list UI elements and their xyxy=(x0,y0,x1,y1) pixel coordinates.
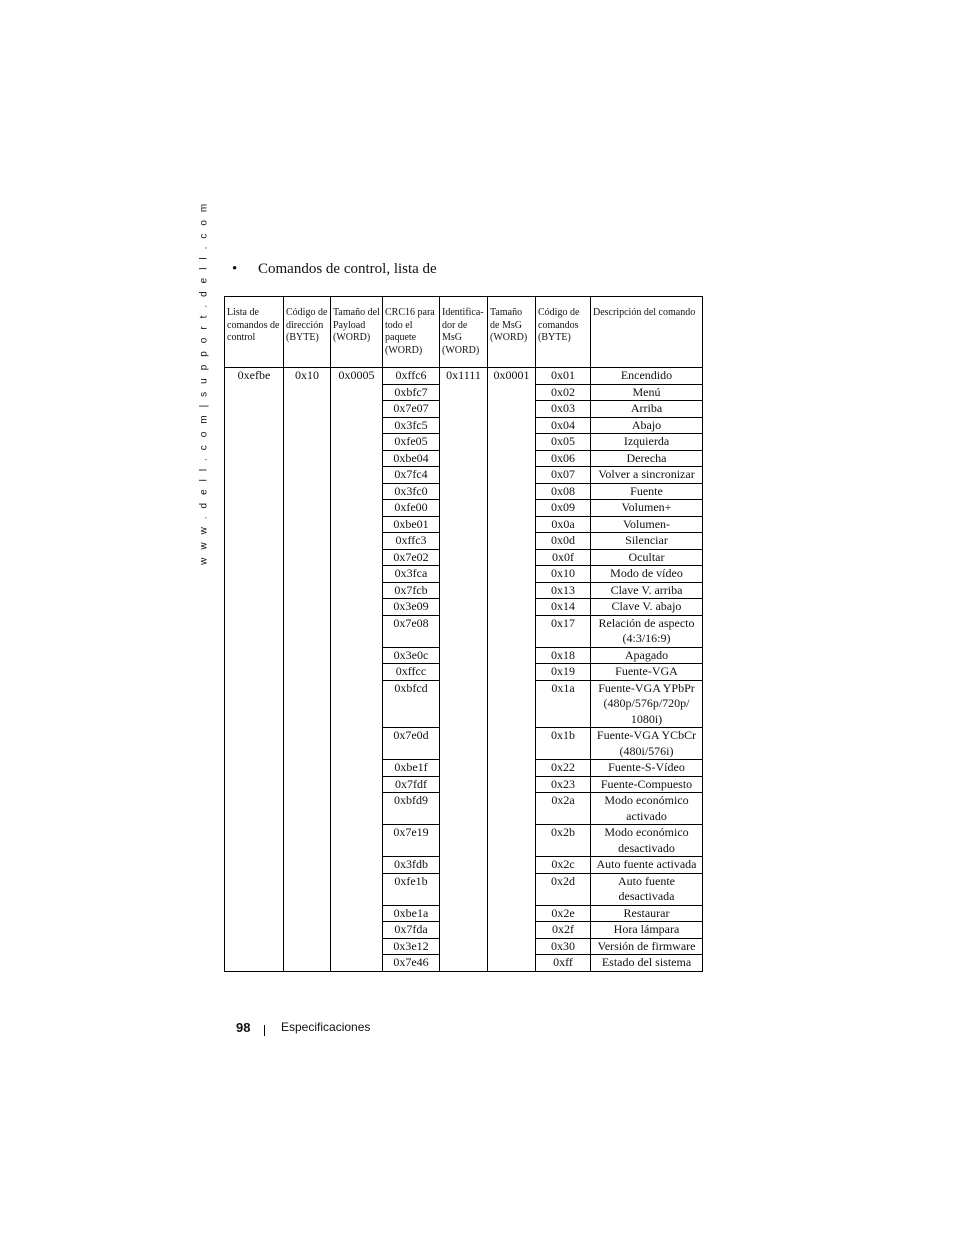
command-code-cell: 0x23 xyxy=(536,776,591,793)
crc-cell: 0xbe1f xyxy=(383,760,440,777)
command-code-cell: 0x2b xyxy=(536,825,591,857)
command-code-cell: 0x10 xyxy=(536,566,591,583)
description-cell: Menú xyxy=(591,384,703,401)
footer-separator xyxy=(264,1025,265,1036)
command-code-cell: 0x30 xyxy=(536,938,591,955)
description-cell: Fuente xyxy=(591,483,703,500)
command-code-cell: 0x2d xyxy=(536,873,591,905)
crc-cell: 0xbe04 xyxy=(383,450,440,467)
header-cell: Tamaño del Payload (WORD) xyxy=(331,297,383,368)
crc-cell: 0xffcc xyxy=(383,664,440,681)
description-cell: Versión de firmware xyxy=(591,938,703,955)
crc-cell: 0xffc3 xyxy=(383,533,440,550)
command-code-cell: 0xff xyxy=(536,955,591,972)
bullet: • xyxy=(232,261,238,277)
crc-cell: 0xbe1a xyxy=(383,905,440,922)
crc-cell: 0xfe05 xyxy=(383,434,440,451)
crc-cell: 0x7e07 xyxy=(383,401,440,418)
command-code-cell: 0x0d xyxy=(536,533,591,550)
section-heading xyxy=(232,261,437,278)
header-cell: Código de dirección (BYTE) xyxy=(284,297,331,368)
description-cell: Abajo xyxy=(591,417,703,434)
description-cell: Estado del sistema xyxy=(591,955,703,972)
crc-cell: 0x7fda xyxy=(383,922,440,939)
header-cell: Lista de comandos de control xyxy=(225,297,284,368)
header-cell: CRC16 para todo el paquete (WORD) xyxy=(383,297,440,368)
crc-cell: 0x7e02 xyxy=(383,549,440,566)
command-code-cell: 0x17 xyxy=(536,615,591,647)
description-cell: Encendido xyxy=(591,368,703,385)
command-code-cell: 0x2a xyxy=(536,793,591,825)
crc-cell: 0x7e0d xyxy=(383,728,440,760)
description-cell: Auto fuente activada xyxy=(591,857,703,874)
description-cell: Modo de vídeo xyxy=(591,566,703,583)
description-cell: Clave V. arriba xyxy=(591,582,703,599)
section-name: Especificaciones xyxy=(281,1020,371,1034)
header-cell: Tamaño de MsG (WORD) xyxy=(488,297,536,368)
msg-id-cell: 0x1111 xyxy=(440,368,488,972)
crc-cell: 0x3e12 xyxy=(383,938,440,955)
crc-cell: 0xbfcd xyxy=(383,680,440,728)
command-code-cell: 0x05 xyxy=(536,434,591,451)
description-cell: Fuente-VGA YPbPr (480p/576p/720p/ 1080i) xyxy=(591,680,703,728)
table-header-row xyxy=(225,297,703,368)
table-row xyxy=(225,368,703,385)
command-code-cell: 0x22 xyxy=(536,760,591,777)
crc-cell: 0x3fca xyxy=(383,566,440,583)
crc-cell: 0x7e46 xyxy=(383,955,440,972)
command-code-cell: 0x1a xyxy=(536,680,591,728)
crc-cell: 0xfe1b xyxy=(383,873,440,905)
description-cell: Derecha xyxy=(591,450,703,467)
crc-cell: 0xfe00 xyxy=(383,500,440,517)
command-code-cell: 0x18 xyxy=(536,647,591,664)
description-cell: Volver a sincronizar xyxy=(591,467,703,484)
description-cell: Restaurar xyxy=(591,905,703,922)
command-code-cell: 0x08 xyxy=(536,483,591,500)
description-cell: Izquierda xyxy=(591,434,703,451)
command-code-cell: 0x07 xyxy=(536,467,591,484)
heading-text: Comandos de control, lista de xyxy=(258,261,437,277)
command-code-cell: 0x06 xyxy=(536,450,591,467)
command-code-cell: 0x14 xyxy=(536,599,591,616)
description-cell: Fuente-Compuesto xyxy=(591,776,703,793)
description-cell: Ocultar xyxy=(591,549,703,566)
description-cell: Volumen- xyxy=(591,516,703,533)
crc-cell: 0x3fdb xyxy=(383,857,440,874)
command-code-cell: 0x2c xyxy=(536,857,591,874)
command-code-cell: 0x2e xyxy=(536,905,591,922)
description-cell: Arriba xyxy=(591,401,703,418)
command-code-cell: 0x03 xyxy=(536,401,591,418)
command-code-cell: 0x0f xyxy=(536,549,591,566)
description-cell: Fuente-VGA xyxy=(591,664,703,681)
description-cell: Hora lámpara xyxy=(591,922,703,939)
side-url-text: w w w . d e l l . c o m | s u p p o r t . d e l l . c o m xyxy=(198,201,210,565)
crc-cell: 0xffc6 xyxy=(383,368,440,385)
description-cell: Fuente-S-Vídeo xyxy=(591,760,703,777)
address-cell: 0x10 xyxy=(284,368,331,972)
command-code-cell: 0x01 xyxy=(536,368,591,385)
description-cell: Silenciar xyxy=(591,533,703,550)
side-url xyxy=(197,201,211,565)
crc-cell: 0x7fcb xyxy=(383,582,440,599)
description-cell: Apagado xyxy=(591,647,703,664)
description-cell: Clave V. abajo xyxy=(591,599,703,616)
crc-cell: 0x3fc5 xyxy=(383,417,440,434)
command-code-cell: 0x2f xyxy=(536,922,591,939)
description-cell: Modo económico activado xyxy=(591,793,703,825)
command-code-cell: 0x19 xyxy=(536,664,591,681)
page-number: 98 xyxy=(236,1020,251,1035)
list-cell: 0xefbe xyxy=(225,368,284,972)
crc-cell: 0xbfc7 xyxy=(383,384,440,401)
command-code-cell: 0x04 xyxy=(536,417,591,434)
header-cell: Código de comandos (BYTE) xyxy=(536,297,591,368)
crc-cell: 0xbe01 xyxy=(383,516,440,533)
crc-cell: 0x7fc4 xyxy=(383,467,440,484)
command-code-cell: 0x13 xyxy=(536,582,591,599)
header-cell: Descripción del comando xyxy=(591,297,703,368)
crc-cell: 0x3e0c xyxy=(383,647,440,664)
command-code-cell: 0x09 xyxy=(536,500,591,517)
header-cell: Identifica-dor de MsG (WORD) xyxy=(440,297,488,368)
payload-cell: 0x0005 xyxy=(331,368,383,972)
crc-cell: 0x7fdf xyxy=(383,776,440,793)
command-code-cell: 0x02 xyxy=(536,384,591,401)
msg-size-cell: 0x0001 xyxy=(488,368,536,972)
command-code-cell: 0x1b xyxy=(536,728,591,760)
crc-cell: 0x3fc0 xyxy=(383,483,440,500)
crc-cell: 0x7e08 xyxy=(383,615,440,647)
control-commands-table xyxy=(224,296,703,972)
description-cell: Modo económico desactivado xyxy=(591,825,703,857)
command-code-cell: 0x0a xyxy=(536,516,591,533)
description-cell: Volumen+ xyxy=(591,500,703,517)
description-cell: Auto fuente desactivada xyxy=(591,873,703,905)
description-cell: Relación de aspecto (4:3/16:9) xyxy=(591,615,703,647)
crc-cell: 0x7e19 xyxy=(383,825,440,857)
description-cell: Fuente-VGA YCbCr (480i/576i) xyxy=(591,728,703,760)
crc-cell: 0xbfd9 xyxy=(383,793,440,825)
crc-cell: 0x3e09 xyxy=(383,599,440,616)
